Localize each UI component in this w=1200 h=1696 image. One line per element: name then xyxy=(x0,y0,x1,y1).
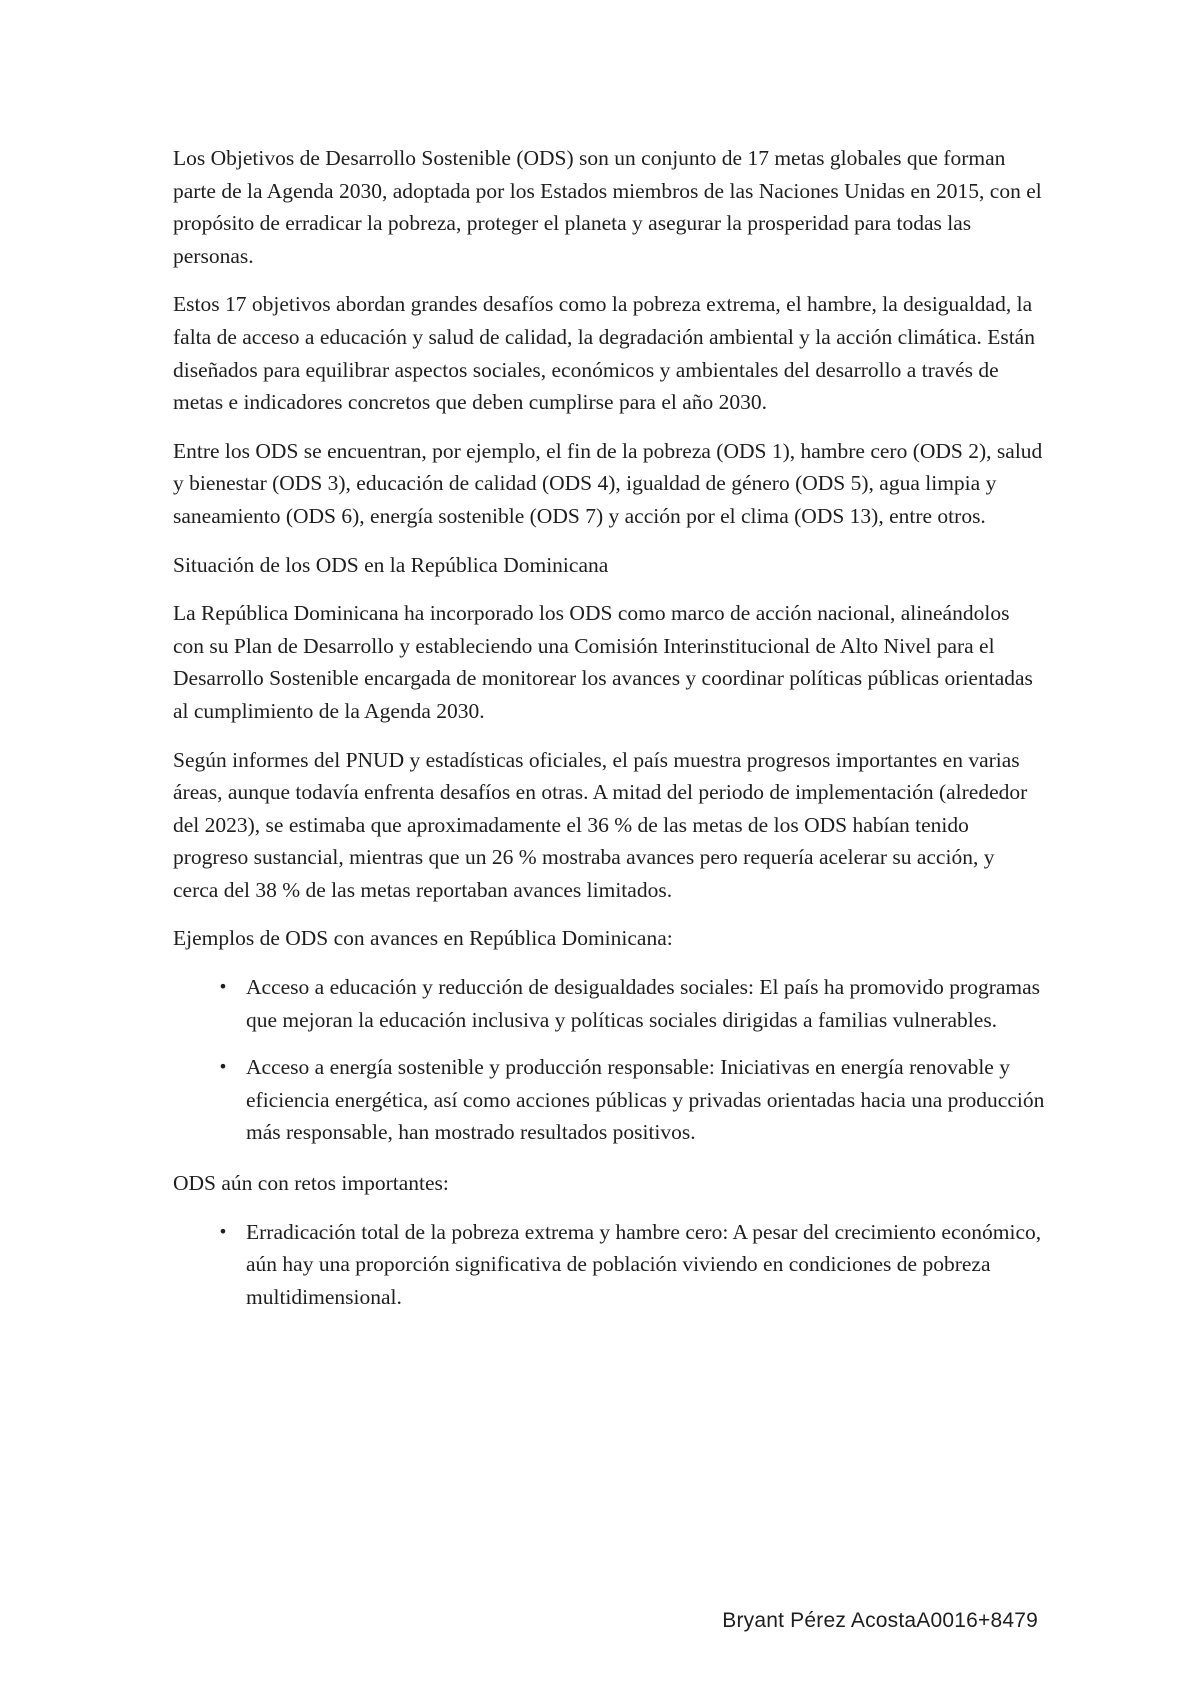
challenges-list xyxy=(173,1216,1045,1314)
list-item-text: Acceso a energía sostenible y producción responsable: Iniciativas en energía renovable y eficiencia energética, así como acciones públicas y privadas orientadas hacia una producción más responsable, han mostrado resultados positivos. xyxy=(246,1055,1045,1145)
challenges-heading: ODS aún con retos importantes: xyxy=(173,1171,449,1196)
document-body xyxy=(173,142,1045,1331)
list-item xyxy=(173,1216,1045,1314)
advances-list xyxy=(173,971,1045,1149)
paragraph-ods-challenges: Estos 17 objetivos abordan grandes desafíos como la pobreza extrema, el hambre, la desigualdad, la falta de acceso a educación y salud de calidad, la degradación ambiental y la acción climática. Están diseñados para equilibrar aspectos sociales, económicos y ambientales del desarrollo a través de metas e indicadores concretos que deben cumplirse para el año 2030. xyxy=(173,292,1035,415)
bullet-icon: • xyxy=(218,977,228,997)
list-item-text: Erradicación total de la pobreza extrema y hambre cero: A pesar del crecimiento económico, aún hay una proporción significativa de población viviendo en condiciones de pobreza multidimensional. xyxy=(246,1219,1042,1309)
list-item xyxy=(173,971,1045,1036)
list-item xyxy=(173,1051,1045,1149)
advances-heading: Ejemplos de ODS con avances en República Dominicana: xyxy=(173,926,673,951)
paragraph-rd-incorporation: La República Dominicana ha incorporado los ODS como marco de acción nacional, alineándolos con su Plan de Desarrollo y estableciendo una Comisión Interinstitucional de Alto Nivel para el Desarrollo Sostenible encargada de monitorear los avances y coordinar políticas públicas orientadas al cumplimiento de la Agenda 2030. xyxy=(173,601,1033,723)
page-footer-author: Bryant Pérez AcostaA0016+8479 xyxy=(722,1609,1038,1632)
paragraph-ods-definition: Los Objetivos de Desarrollo Sostenible (ODS) son un conjunto de 17 metas globales que forman parte de la Agenda 2030, adoptada por los Estados miembros de las Naciones Unidas en 2015, con el propósito de erradicar la pobreza, proteger el planeta y asegurar la prosperidad para todas las personas. xyxy=(173,146,1042,268)
list-item-text: Acceso a educación y reducción de desigualdades sociales: El país ha promovido programas que mejoran la educación inclusiva y políticas sociales dirigidas a familias vulnerables. xyxy=(246,975,1041,1032)
section-heading: Situación de los ODS en la República Dominicana xyxy=(173,552,609,577)
bullet-icon: • xyxy=(218,1221,228,1241)
bullet-icon: • xyxy=(218,1057,228,1077)
paragraph-rd-progress: Según informes del PNUD y estadísticas oficiales, el país muestra progresos importantes en varias áreas, aunque todavía enfrenta desafíos en otras. A mitad del periodo de implementación (alrededor del 2023), se estimaba que aproximadamente el 36 % de las metas de los ODS habían tenido progreso sustancial, mientras que un 26 % mostraba avances pero requería acelerar su acción, y cerca del 38 % de las metas reportaban avances limitados. xyxy=(173,747,1028,902)
paragraph-ods-examples: Entre los ODS se encuentran, por ejemplo, el fin de la pobreza (ODS 1), hambre cero (ODS 2), salud y bienestar (ODS 3), educación de calidad (ODS 4), igualdad de género (ODS 5), agua limpia y saneamiento (ODS 6), energía sostenible (ODS 7) y acción por el clima (ODS 13), entre otros. xyxy=(173,438,1043,528)
